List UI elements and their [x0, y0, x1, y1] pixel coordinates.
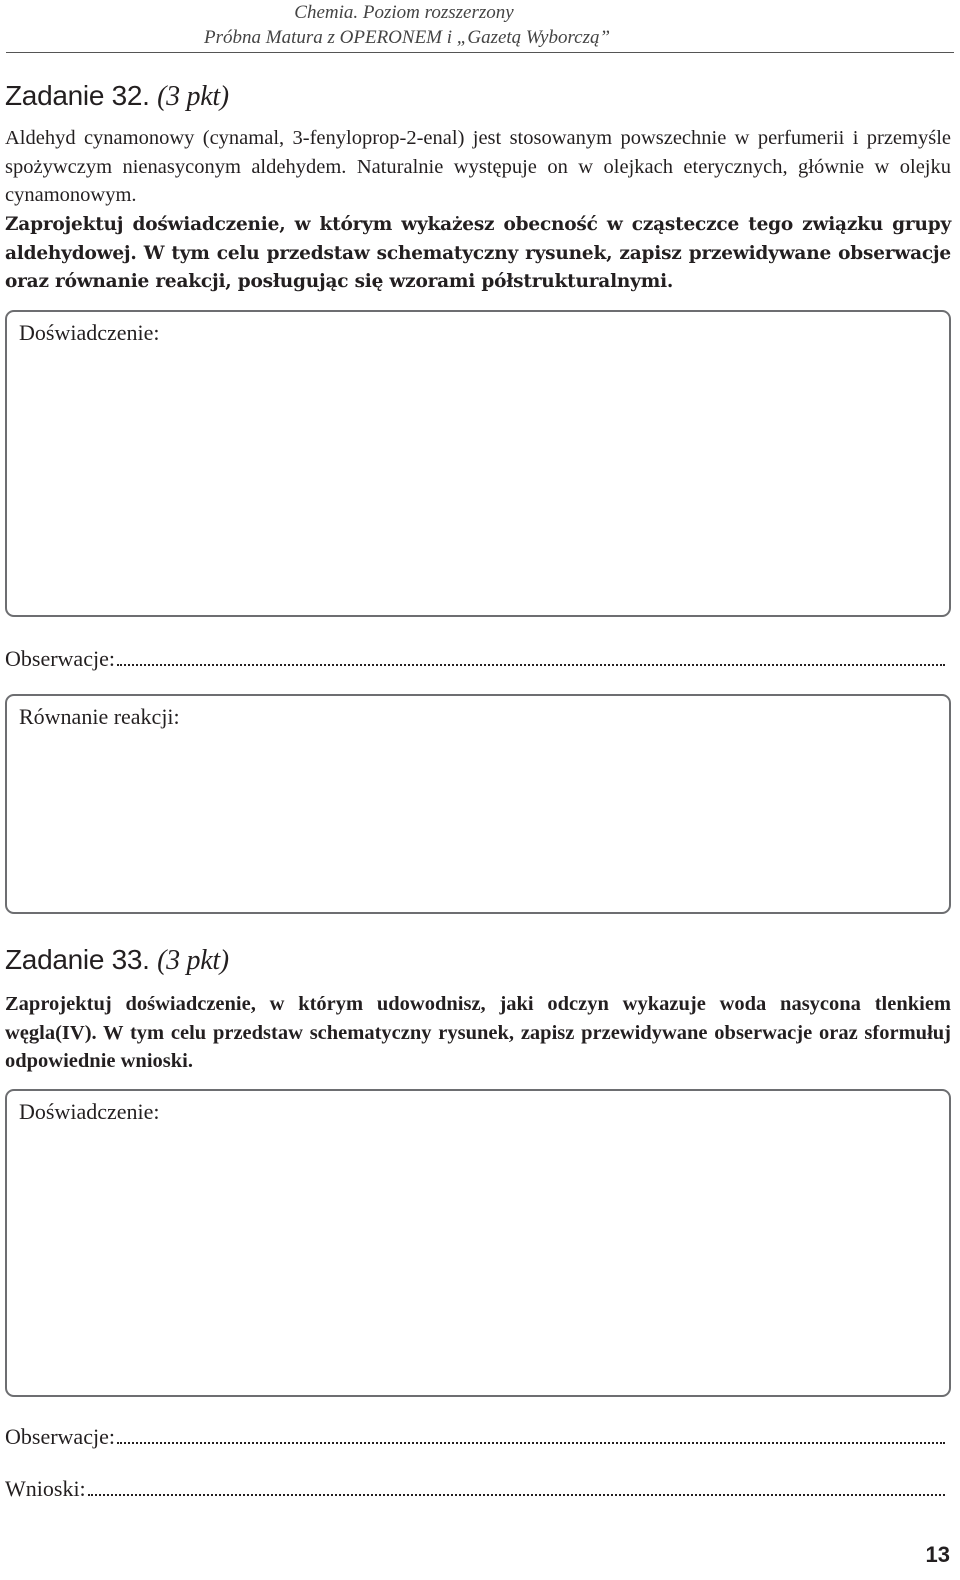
task-33-points: (3 pkt)	[157, 945, 229, 976]
task-32-number: Zadanie 32.	[5, 80, 150, 111]
task-32-title	[5, 80, 229, 113]
task-32-equation-label: Równanie reakcji:	[19, 704, 180, 729]
task-33-number: Zadanie 33.	[5, 944, 150, 975]
task-32-observations-label: Obserwacje:	[5, 646, 115, 671]
task-33-observations-line[interactable]	[5, 1424, 945, 1450]
task-33-conclusions-label: Wnioski:	[5, 1476, 86, 1501]
task-32-observations-dots	[117, 648, 945, 666]
task-32-equation-box[interactable]	[5, 694, 951, 914]
header-exam-title: Próbna Matura z OPERONEM i „Gazetą Wyborczą”	[204, 27, 611, 48]
task-33-conclusions-dots	[88, 1478, 945, 1496]
task-32-experiment-label: Doświadczenie:	[19, 320, 160, 345]
task-32-experiment-box[interactable]	[5, 310, 951, 617]
task-33-observations-dots	[117, 1426, 945, 1444]
header-subject: Chemia. Poziom rozszerzony	[294, 2, 514, 23]
task-33-instruction: Zaprojektuj doświadczenie, w którym udowodnisz, jaki odczyn wykazuje woda nasycona tlenkiem węgla(IV). W tym celu przedstaw schematyczny rysunek, zapisz przewidywane obserwacje oraz sformułuj odpowiednie wnioski.	[5, 993, 951, 1072]
task-33-observations-label: Obserwacje:	[5, 1424, 115, 1449]
page-number: 13	[925, 1542, 950, 1567]
task-32-intro: Aldehyd cynamonowy (cynamal, 3-fenyloprop-2-enal) jest stosowanym powszechnie w perfumerii i przemyśle spożywczym nienasyconym aldehydem. Naturalnie występuje on w olejkach eterycznych, głównie w olejku cynamonowym.	[5, 127, 951, 206]
task-33-conclusions-line[interactable]	[5, 1476, 945, 1502]
page-header	[204, 0, 611, 50]
header-divider	[6, 52, 954, 53]
task-33-experiment-label: Doświadczenie:	[19, 1099, 160, 1124]
task-33-title	[5, 944, 229, 977]
task-32-instruction: Zaprojektuj doświadczenie, w którym wykażesz obecność w cząsteczce tego związku grupy aldehydowej. W tym celu przedstaw schematyczny rysunek, zapisz przewidywane obserwacje oraz równanie reakcji, posługując się wzorami półstrukturalnymi.	[5, 214, 951, 292]
task-33-experiment-box[interactable]	[5, 1089, 951, 1397]
task-32-observations-line[interactable]	[5, 646, 945, 672]
task-32-points: (3 pkt)	[157, 81, 229, 112]
